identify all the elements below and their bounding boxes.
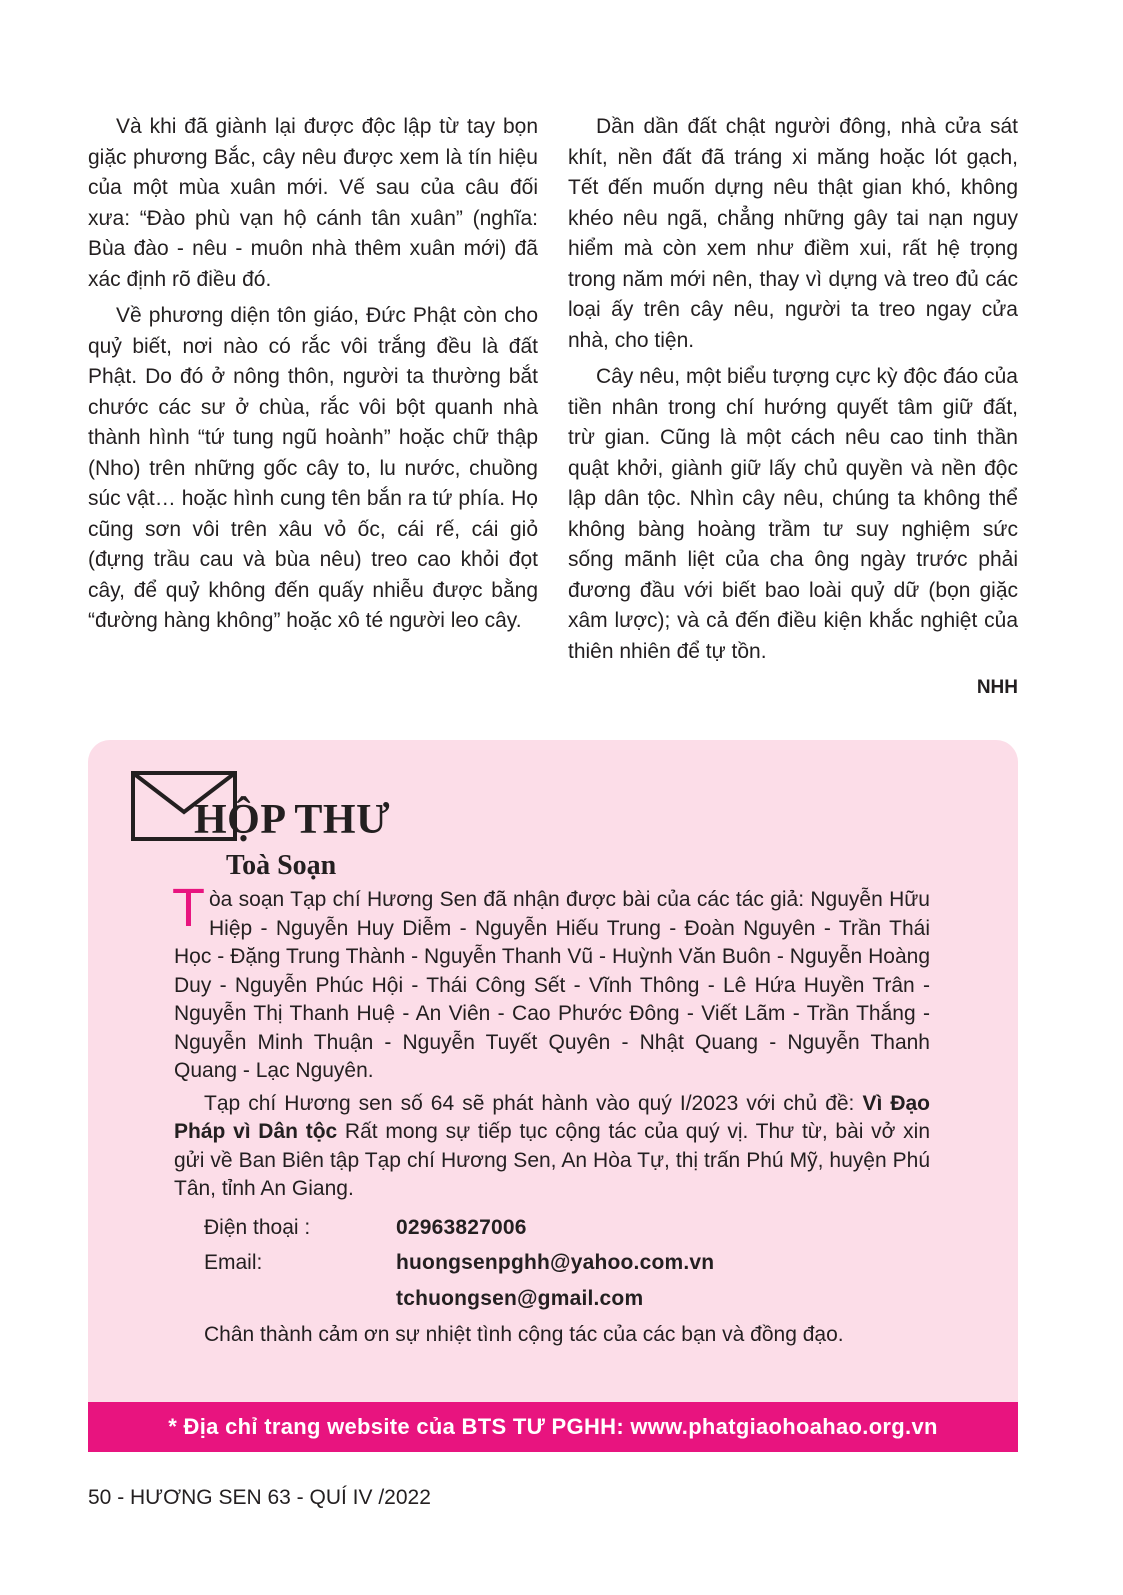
right-paragraph-2: Cây nêu, một biểu tượng cực kỳ độc đáo của tiền nhân trong chí hướng quyết tâm giữ đất, trừ gian. Cũng là một cách nêu cao tinh thần quật khởi, giành giữ lấy chủ quyền và nền độc lập dân tộc. Nhìn cây nêu, chúng ta không thể không bàng hoàng trầm tư suy nghiệm sức sống mãnh liệt của cha ông ngày trước phải đương đầu với biết bao loài quỷ dữ (bọn giặc xâm lược); và cả đến điều kiện khắc nghiệt của thiên nhiên để tự tồn. (568, 365, 1018, 663)
issue-announcement (174, 1090, 930, 1204)
phone-label: Điện thoại : (204, 1215, 311, 1239)
mailbox-section (88, 740, 1018, 1452)
left-paragraph-2: Về phương diện tôn giáo, Đức Phật còn cho quỷ biết, nơi nào có rắc vôi trắng đều là đất Phật. Do đó ở nông thôn, người ta thường bắt chước các sư ở chùa, rắc vôi bột quanh nhà thành hình “tứ tung ngũ hoành” hoặc chữ thập (Nho) trên những gốc cây to, lu nước, chuồng súc vật… hoặc hình cung tên bắn ra tứ phía. Họ cũng sơn vôi trên xâu vỏ ốc, cái rế, cái giỏ (đựng trầu cau và bùa nêu) treo cao khỏi đọt cây, để quỷ không đến quấy nhiễu được bằng “đường hàng không” hoặc xô té người leo cây. (88, 304, 538, 632)
contact-info (204, 1214, 930, 1314)
email-address-2: tchuongsen@gmail.com (396, 1286, 644, 1310)
article-left-column (88, 112, 538, 704)
email-label: Email: (204, 1251, 263, 1274)
contributors-paragraph (172, 878, 930, 1086)
drop-cap: T (172, 878, 205, 938)
page-folio: 50 - HƯƠNG SEN 63 - QUÍ IV /2022 (88, 1486, 431, 1509)
email-address-1: huongsenpghh@yahoo.com.vn (396, 1251, 715, 1274)
thanks-note: Chân thành cảm ơn sự nhiệt tình cộng tác của các bạn và đồng đạo. (204, 1323, 844, 1346)
issue-theme: Vì Đạo Pháp vì Dân tộc (174, 1091, 930, 1143)
right-paragraph-1: Dần dần đất chật người đông, nhà cửa sát khít, nền đất đã tráng xi măng hoặc lót gạch, Tết đến muốn dựng nêu thật gian khó, không khéo nêu ngã, chẳng những gây tai nạn nguy hiểm mà còn xem như điềm xui, rất hệ trọng trong năm mới nên, thay vì dựng và treo đủ các loại ấy trên cây nêu, người ta treo ngay cửa nhà, cho tiện. (568, 115, 1018, 352)
contributors-text: òa soạn Tạp chí Hương Sen đã nhận được bài của các tác giả: Nguyễn Hữu Hiệp - Nguyễn Huy Diễm - Nguyễn Hiếu Trung - Đoàn Nguyên - Trần Thái Học - Đặng Trung Thành - Nguyễn Thanh Vũ - Huỳnh Văn Buôn - Nguyễn Hoàng Duy - Nguyễn Phúc Hội - Thái Công Sết - Vĩnh Thông - Lê Hứa Huyền Trân - Nguyễn Thị Thanh Huệ - An Viên - Cao Phước Đông - Viết Lãm - Trần Thắng - Nguyễn Minh Thuận - Nguyễn Tuyết Quyên - Nhật Quang - Nguyễn Thanh Quang - Lạc Nguyên. (174, 888, 930, 1082)
left-paragraph-1: Và khi đã giành lại được độc lập từ tay bọn giặc phương Bắc, cây nêu được xem là tín hiệu của một mùa xuân mới. Vế sau của câu đối xưa: “Đào phù vạn hộ cánh tân xuân” (nghĩa: Bùa đào - nêu - muôn nhà thêm xuân mới) đã xác định rõ điều đó. (88, 115, 538, 291)
mailbox-subtitle: Toà Soạn (226, 850, 337, 881)
mailbox-body (172, 878, 931, 1350)
author-signature: NHH (976, 677, 1018, 698)
mailbox-title: HỘP THƯ (194, 797, 391, 843)
announcement-end: Rất mong sự tiếp tục cộng tác của quý vị. Thư từ, bài vở xin gửi về Ban Biên tập Tạp chí Hương Sen, An Hòa Tự, thị trấn Phú Mỹ, huyện Phú Tân, tỉnh An Giang. (174, 1120, 931, 1200)
article-right-column (568, 112, 1018, 704)
article-columns (88, 112, 1018, 704)
announcement-start: Tạp chí Hương sen số 64 sẽ phát hành vào quý I/2023 với chủ đề: (204, 1091, 863, 1115)
website-banner: * Địa chỉ trang website của BTS TƯ PGHH: www.phatgiaohoahao.org.vn (88, 1402, 1018, 1452)
phone-number: 02963827006 (396, 1215, 527, 1239)
mailbox-header (130, 768, 430, 881)
